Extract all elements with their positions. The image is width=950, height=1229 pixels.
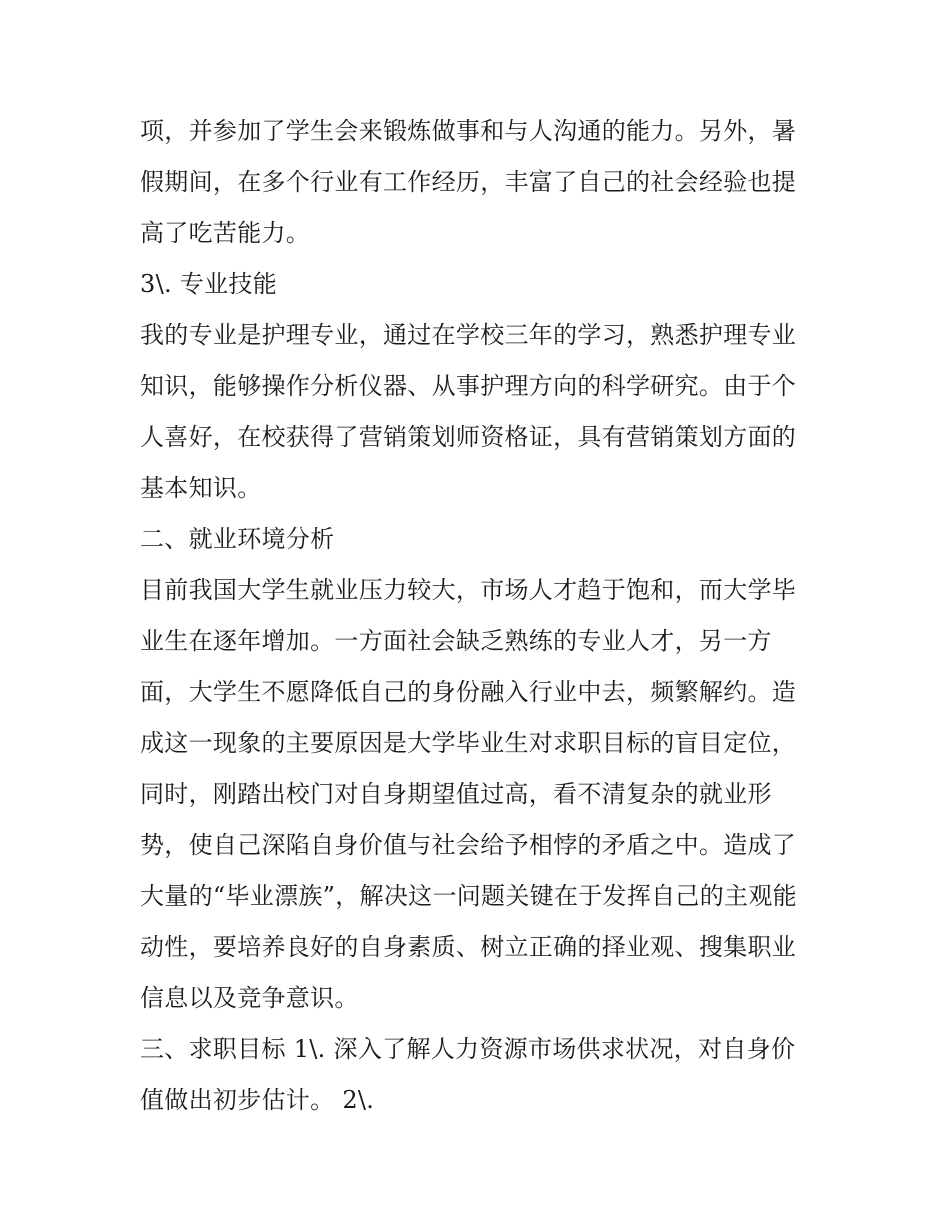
text-line: 大量的“毕业漂族”，解决这一问题关键在于发挥自己的主观能	[140, 882, 797, 910]
text-line: 人喜好，在校获得了营销策划师资格证，具有营销策划方面的	[140, 423, 797, 451]
text-line: 同时，刚踏出校门对自身期望值过高，看不清复杂的就业形	[140, 780, 772, 808]
text-line: 目前我国大学生就业压力较大，市场人才趋于饱和，而大学毕	[140, 576, 797, 604]
text-line: 势，使自己深陷自身价值与社会给予相悖的矛盾之中。造成了	[140, 831, 797, 859]
text-line: 成这一现象的主要原因是大学毕业生对求职目标的盲目定位，	[140, 729, 797, 757]
text-line: 动性，要培养良好的自身素质、树立正确的择业观、搜集职业	[140, 933, 797, 961]
text-line: 基本知识。	[140, 474, 262, 502]
text-line: 业生在逐年增加。一方面社会缺乏熟练的专业人才，另一方	[140, 627, 772, 655]
section-heading: 3\. 专业技能	[140, 270, 278, 298]
text-line: 值做出初步估计。 2\.	[140, 1086, 375, 1114]
section-heading: 二、就业环境分析	[140, 525, 335, 553]
document-body	[140, 106, 820, 1126]
text-line: 项，并参加了学生会来锻炼做事和与人沟通的能力。另外，暑	[140, 117, 797, 145]
text-line: 我的专业是护理专业，通过在学校三年的学习，熟悉护理专业	[140, 321, 797, 349]
text-line: 假期间，在多个行业有工作经历，丰富了自己的社会经验也提	[140, 168, 797, 196]
text-line: 信息以及竞争意识。	[140, 984, 359, 1012]
text-line: 面，大学生不愿降低自己的身份融入行业中去，频繁解约。造	[140, 678, 797, 706]
text-line: 知识，能够操作分析仪器、从事护理方向的科学研究。由于个	[140, 372, 797, 400]
text-line: 高了吃苦能力。	[140, 219, 311, 247]
section-heading: 三、求职目标 1\. 深入了解人力资源市场供求状况，对自身价	[140, 1035, 796, 1063]
